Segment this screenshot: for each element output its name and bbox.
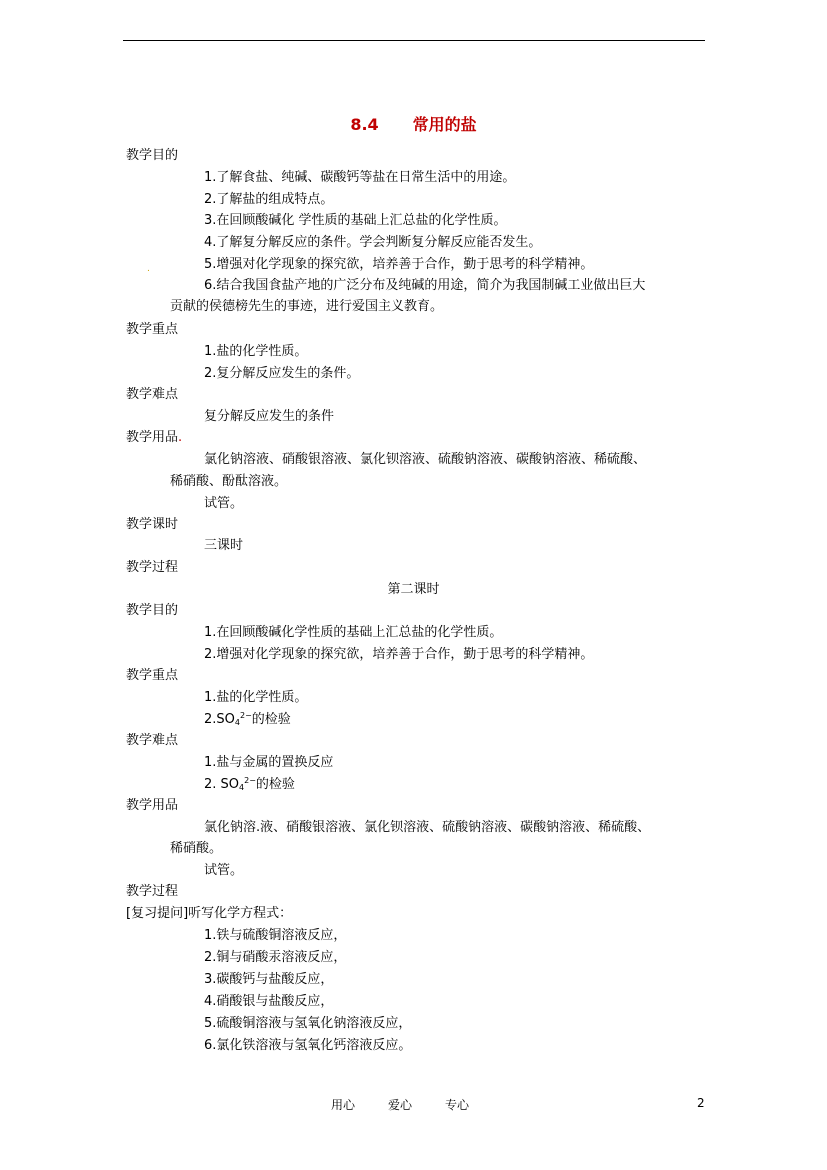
goal-item: 3.在回顾酸碱化 学性质的基础上汇总盐的化学性质。 (204, 213, 507, 228)
key-item: 1.盐的化学性质。 (204, 344, 308, 359)
goal-item: 5.增强对化学现象的探究欲，培养善于合作，勤于思考的科学精神。 (204, 257, 594, 272)
goals-heading: 教学目的 (126, 148, 179, 163)
key-heading: 教学重点 (126, 322, 179, 337)
materials-line: 稀硝酸、酚酞溶液。 (170, 474, 288, 489)
goal-item-continued: 贡献的侯德榜先生的事迹，进行爱国主义教育。 (170, 299, 444, 314)
key-item: 2.复分解反应发生的条件。 (204, 366, 360, 381)
goal-item: 6.结合我国食盐产地的广泛分布及纯碱的用途，简介为我国制碱工业做出巨大 (204, 278, 646, 293)
hours-value: 三课时 (204, 538, 244, 553)
materials-line: 氯化钠溶.液、硝酸银溶液、氯化钡溶液、硫酸钠溶液、碳酸钠溶液、稀硫酸、 (204, 820, 651, 835)
difficulty-item: 1.盐与金属的置换反应 (204, 755, 334, 770)
equation-item: 6.氯化铁溶液与氢氧化钙溶液反应。 (204, 1038, 412, 1053)
key-heading: 教学重点 (126, 668, 179, 683)
materials-heading: 教学用品 (126, 798, 179, 813)
process-heading: 教学过程 (126, 884, 179, 899)
review-prompt: [复习提问]听写化学方程式： (126, 906, 293, 921)
goal-item: 2.了解盐的组成特点。 (204, 192, 334, 207)
materials-line: 试管。 (204, 496, 244, 511)
lesson-heading: 第二课时 (387, 582, 440, 597)
header-rule (123, 40, 705, 41)
footer-middle-text: 爱心 (388, 1098, 413, 1112)
difficulty-heading: 教学难点 (126, 387, 179, 402)
equation-item: 3.碳酸钙与盐酸反应， (204, 972, 334, 987)
goal-item: 4.了解复分解反应的条件。学会判断复分解反应能否发生。 (204, 235, 542, 250)
equation-item: 5.硫酸铜溶液与氢氧化钠溶液反应， (204, 1016, 412, 1031)
materials-line: 试管。 (204, 863, 244, 878)
hours-heading: 教学课时 (126, 517, 179, 532)
difficulty-item: 复分解反应发生的条件 (204, 409, 335, 424)
footer-left-text: 用心 (331, 1098, 356, 1112)
goal-item: 1.在回顾酸碱化学性质的基础上汇总盐的化学性质。 (204, 625, 503, 640)
key-item-sulfate: $2.SO_4^{2-}$的检验 (204, 711, 291, 727)
materials-line: 氯化钠溶液、硝酸银溶液、氯化钡溶液、硫酸钠溶液、碳酸钠溶液、稀硫酸、 (204, 452, 647, 467)
materials-line: 稀硝酸。 (170, 841, 223, 856)
materials-heading: 教学用品. (126, 430, 183, 445)
goal-item: 1.了解食盐、纯碱、碳酸钙等盐在日常生活中的用途。 (204, 170, 516, 185)
equation-item: 1.铁与硫酸铜溶液反应， (204, 928, 347, 943)
equation-item: 2.铜与硝酸汞溶液反应， (204, 950, 347, 965)
equation-item: 4.硝酸银与盐酸反应， (204, 994, 334, 1009)
goals-heading: 教学目的 (126, 603, 179, 618)
section-number: 8.4 (350, 115, 379, 134)
page-number: 2 (697, 1096, 705, 1110)
section-title: 常用的盐 (412, 115, 477, 134)
goal-item: 2.增强对化学现象的探究欲，培养善于合作，勤于思考的科学精神。 (204, 647, 594, 662)
process-heading: 教学过程 (126, 560, 179, 575)
page-title (0, 112, 827, 135)
difficulty-heading: 教学难点 (126, 733, 179, 748)
stray-dot: . (147, 264, 150, 274)
key-item: 1.盐的化学性质。 (204, 690, 308, 705)
difficulty-item-sulfate: 2. $SO_4^{2-}$的检验 (204, 776, 295, 792)
footer-right-text: 专心 (445, 1098, 470, 1112)
